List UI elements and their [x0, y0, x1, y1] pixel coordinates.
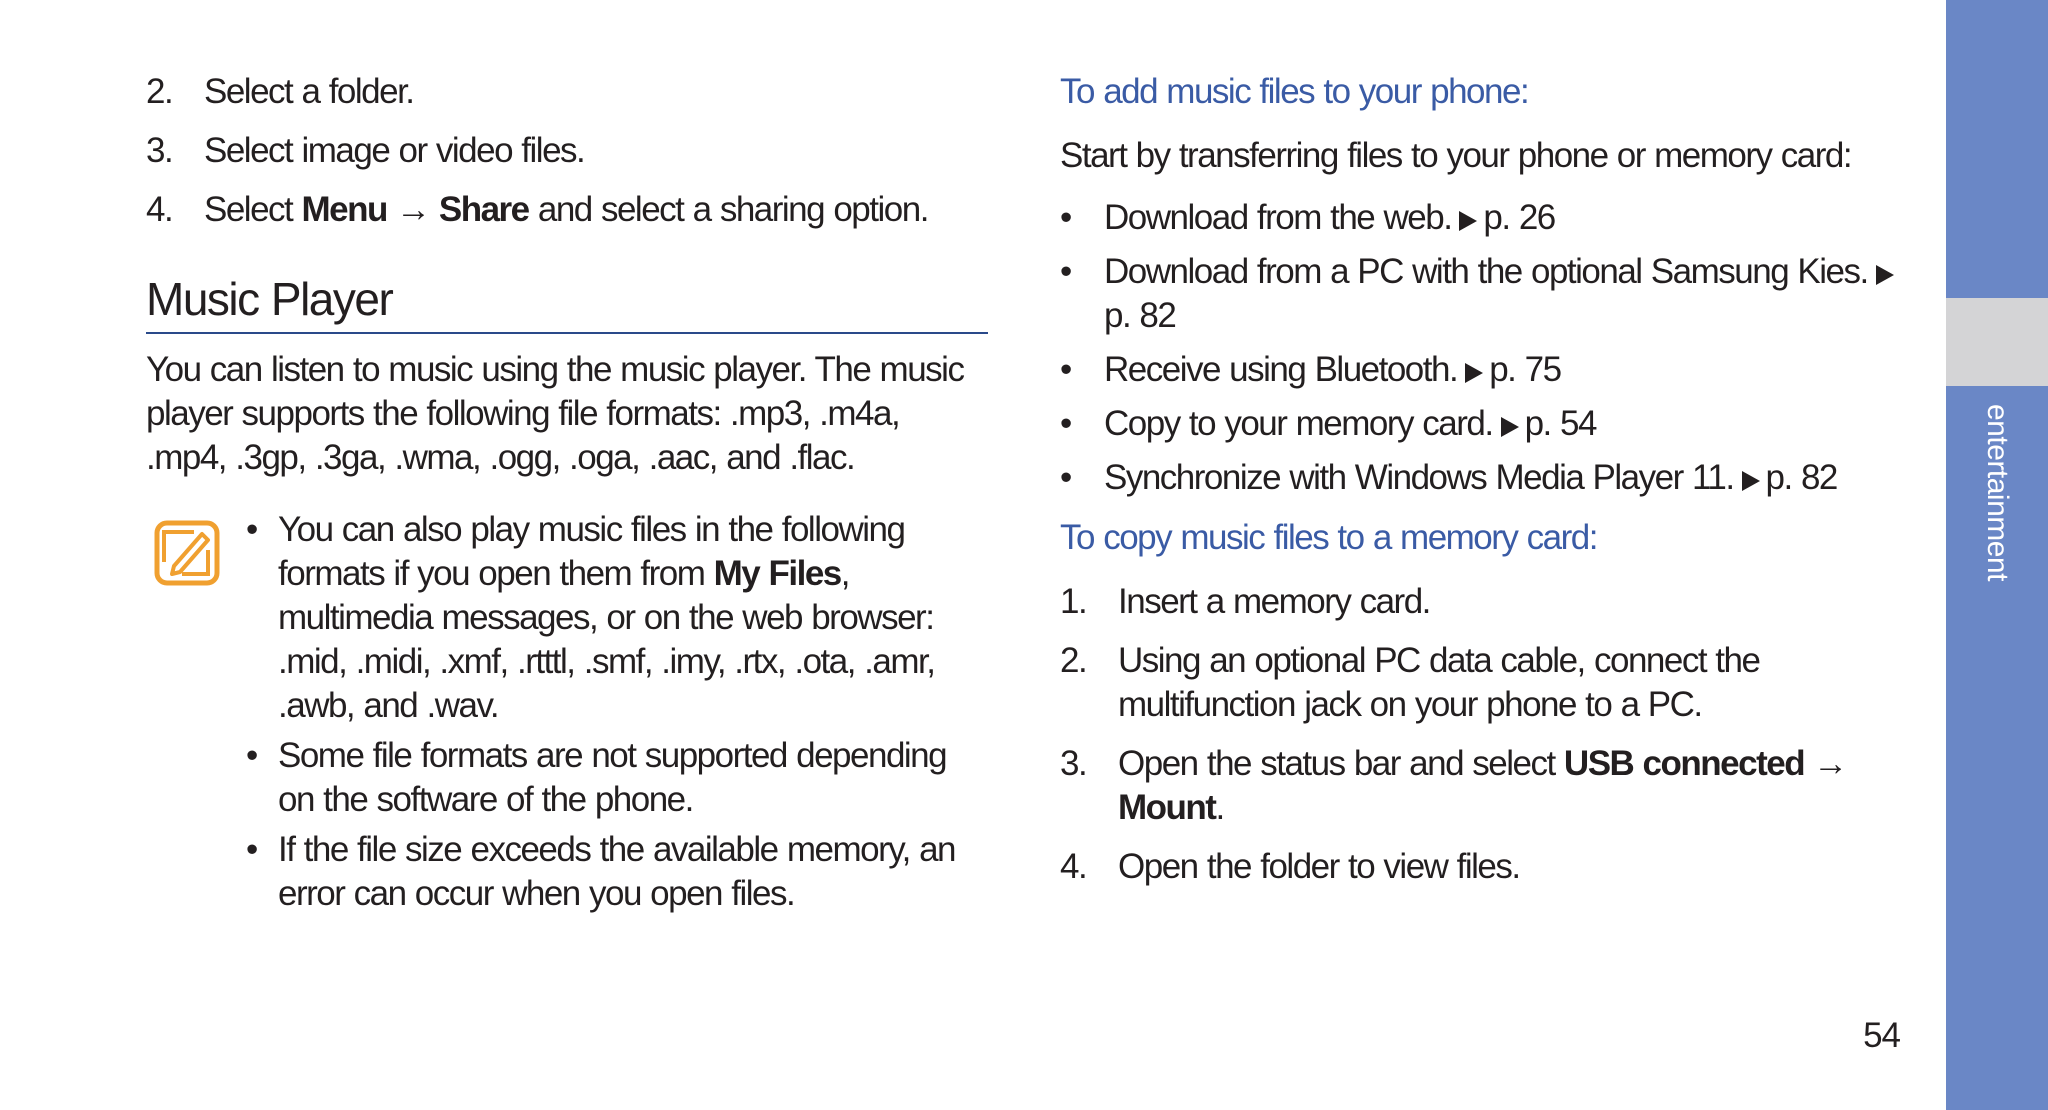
step-text-post: and select a sharing option. [528, 190, 928, 229]
step-text-post: . [1215, 788, 1224, 827]
step-item [146, 70, 988, 114]
intro-paragraph: You can listen to music using the music player. The music player supports the following file formats: .mp3, .m4a, .mp4, .3gp, .3ga, .wma, .ogg, .oga, .aac, and .flac. [146, 350, 964, 477]
step-item [1060, 742, 1900, 830]
step-number: 2. [1060, 641, 1087, 680]
my-files-keyword: My Files [713, 554, 841, 593]
step-text-pre: Select [204, 190, 302, 229]
step-text: Using an optional PC data cable, connect the multifunction jack on your phone to a PC. [1118, 641, 1760, 724]
list-item [1060, 348, 1900, 392]
note-bullet [246, 828, 988, 916]
menu-keyword: Menu [301, 190, 387, 229]
note-text-post: , multimedia messages, or on the web browser: .mid, .midi, .xmf, .rtttl, .smf, .imy, .rtx, .ota, .amr, .awb, and .wav. [278, 554, 935, 725]
share-keyword: Share [438, 190, 529, 229]
page-reference: p. 82 [1765, 458, 1837, 497]
step-text: Select image or video files. [204, 131, 585, 170]
bullet-mark: • [246, 830, 257, 869]
section-title: Music Player [146, 270, 988, 334]
step-number: 2. [146, 72, 173, 111]
page-reference: p. 26 [1483, 198, 1555, 237]
step-text: Insert a memory card. [1118, 582, 1430, 621]
bullet-mark: • [1060, 350, 1071, 389]
bullet-mark: • [1060, 252, 1071, 291]
step-item [1060, 639, 1900, 727]
right-column [1060, 70, 1900, 904]
arrow-text: → [386, 190, 439, 229]
list-item-text: Download from a PC with the optional Samsung Kies. [1104, 252, 1868, 291]
list-item [1060, 456, 1900, 500]
step-number: 3. [146, 131, 173, 170]
usb-connected-keyword: USB connected [1563, 744, 1805, 783]
bullet-mark: • [246, 510, 257, 549]
subsection-heading: To copy music files to a memory card: [1060, 518, 1597, 557]
triangle-arrow-icon [1465, 363, 1483, 383]
arrow-text: → [1804, 744, 1847, 783]
step-item [1060, 580, 1900, 624]
note-text: If the file size exceeds the available memory, an error can occur when you open files. [278, 830, 956, 913]
list-item-text: Download from the web. [1104, 198, 1452, 237]
list-item-text: Synchronize with Windows Media Player 11. [1104, 458, 1734, 497]
step-item [1060, 845, 1900, 889]
step-item [146, 129, 988, 173]
bullet-mark: • [1060, 198, 1071, 237]
step-number: 3. [1060, 744, 1087, 783]
list-item-text: Receive using Bluetooth. [1104, 350, 1458, 389]
triangle-arrow-icon [1459, 211, 1477, 231]
subsection-heading: To add music files to your phone: [1060, 72, 1529, 111]
step-text-pre: Open the status bar and select [1118, 744, 1564, 783]
left-column [146, 70, 988, 922]
bullet-mark: • [1060, 458, 1071, 497]
step-item [146, 188, 988, 232]
note-bullet [246, 734, 988, 822]
note-bullet [246, 508, 988, 728]
list-item [1060, 250, 1900, 338]
step-text: Select a folder. [204, 72, 414, 111]
bullet-mark: • [1060, 404, 1071, 443]
intro-line: Start by transferring files to your phone or memory card: [1060, 136, 1852, 175]
page-number: 54 [1863, 1016, 1900, 1055]
chapter-label-text: entertainment [1981, 404, 2014, 581]
note-text-pre: You can also play music files in the following formats if you open them from [278, 510, 905, 593]
chapter-tab-marker [1946, 298, 2048, 386]
page-reference: p. 82 [1104, 296, 1176, 335]
list-item-text: Copy to your memory card. [1104, 404, 1493, 443]
page-reference: p. 54 [1524, 404, 1596, 443]
step-text: Open the folder to view files. [1118, 847, 1520, 886]
chapter-label [1982, 404, 2012, 584]
triangle-arrow-icon [1876, 265, 1894, 285]
triangle-arrow-icon [1742, 471, 1760, 491]
page-reference: p. 75 [1489, 350, 1561, 389]
note-text: Some file formats are not supported depending on the software of the phone. [278, 736, 947, 819]
mount-keyword: Mount [1118, 788, 1216, 827]
step-number: 1. [1060, 582, 1087, 621]
note-box [146, 508, 988, 916]
list-item [1060, 196, 1900, 240]
step-number: 4. [146, 190, 173, 229]
step-number: 4. [1060, 847, 1087, 886]
bullet-mark: • [246, 736, 257, 775]
list-item [1060, 402, 1900, 446]
note-pencil-icon [154, 520, 220, 586]
triangle-arrow-icon [1501, 417, 1519, 437]
